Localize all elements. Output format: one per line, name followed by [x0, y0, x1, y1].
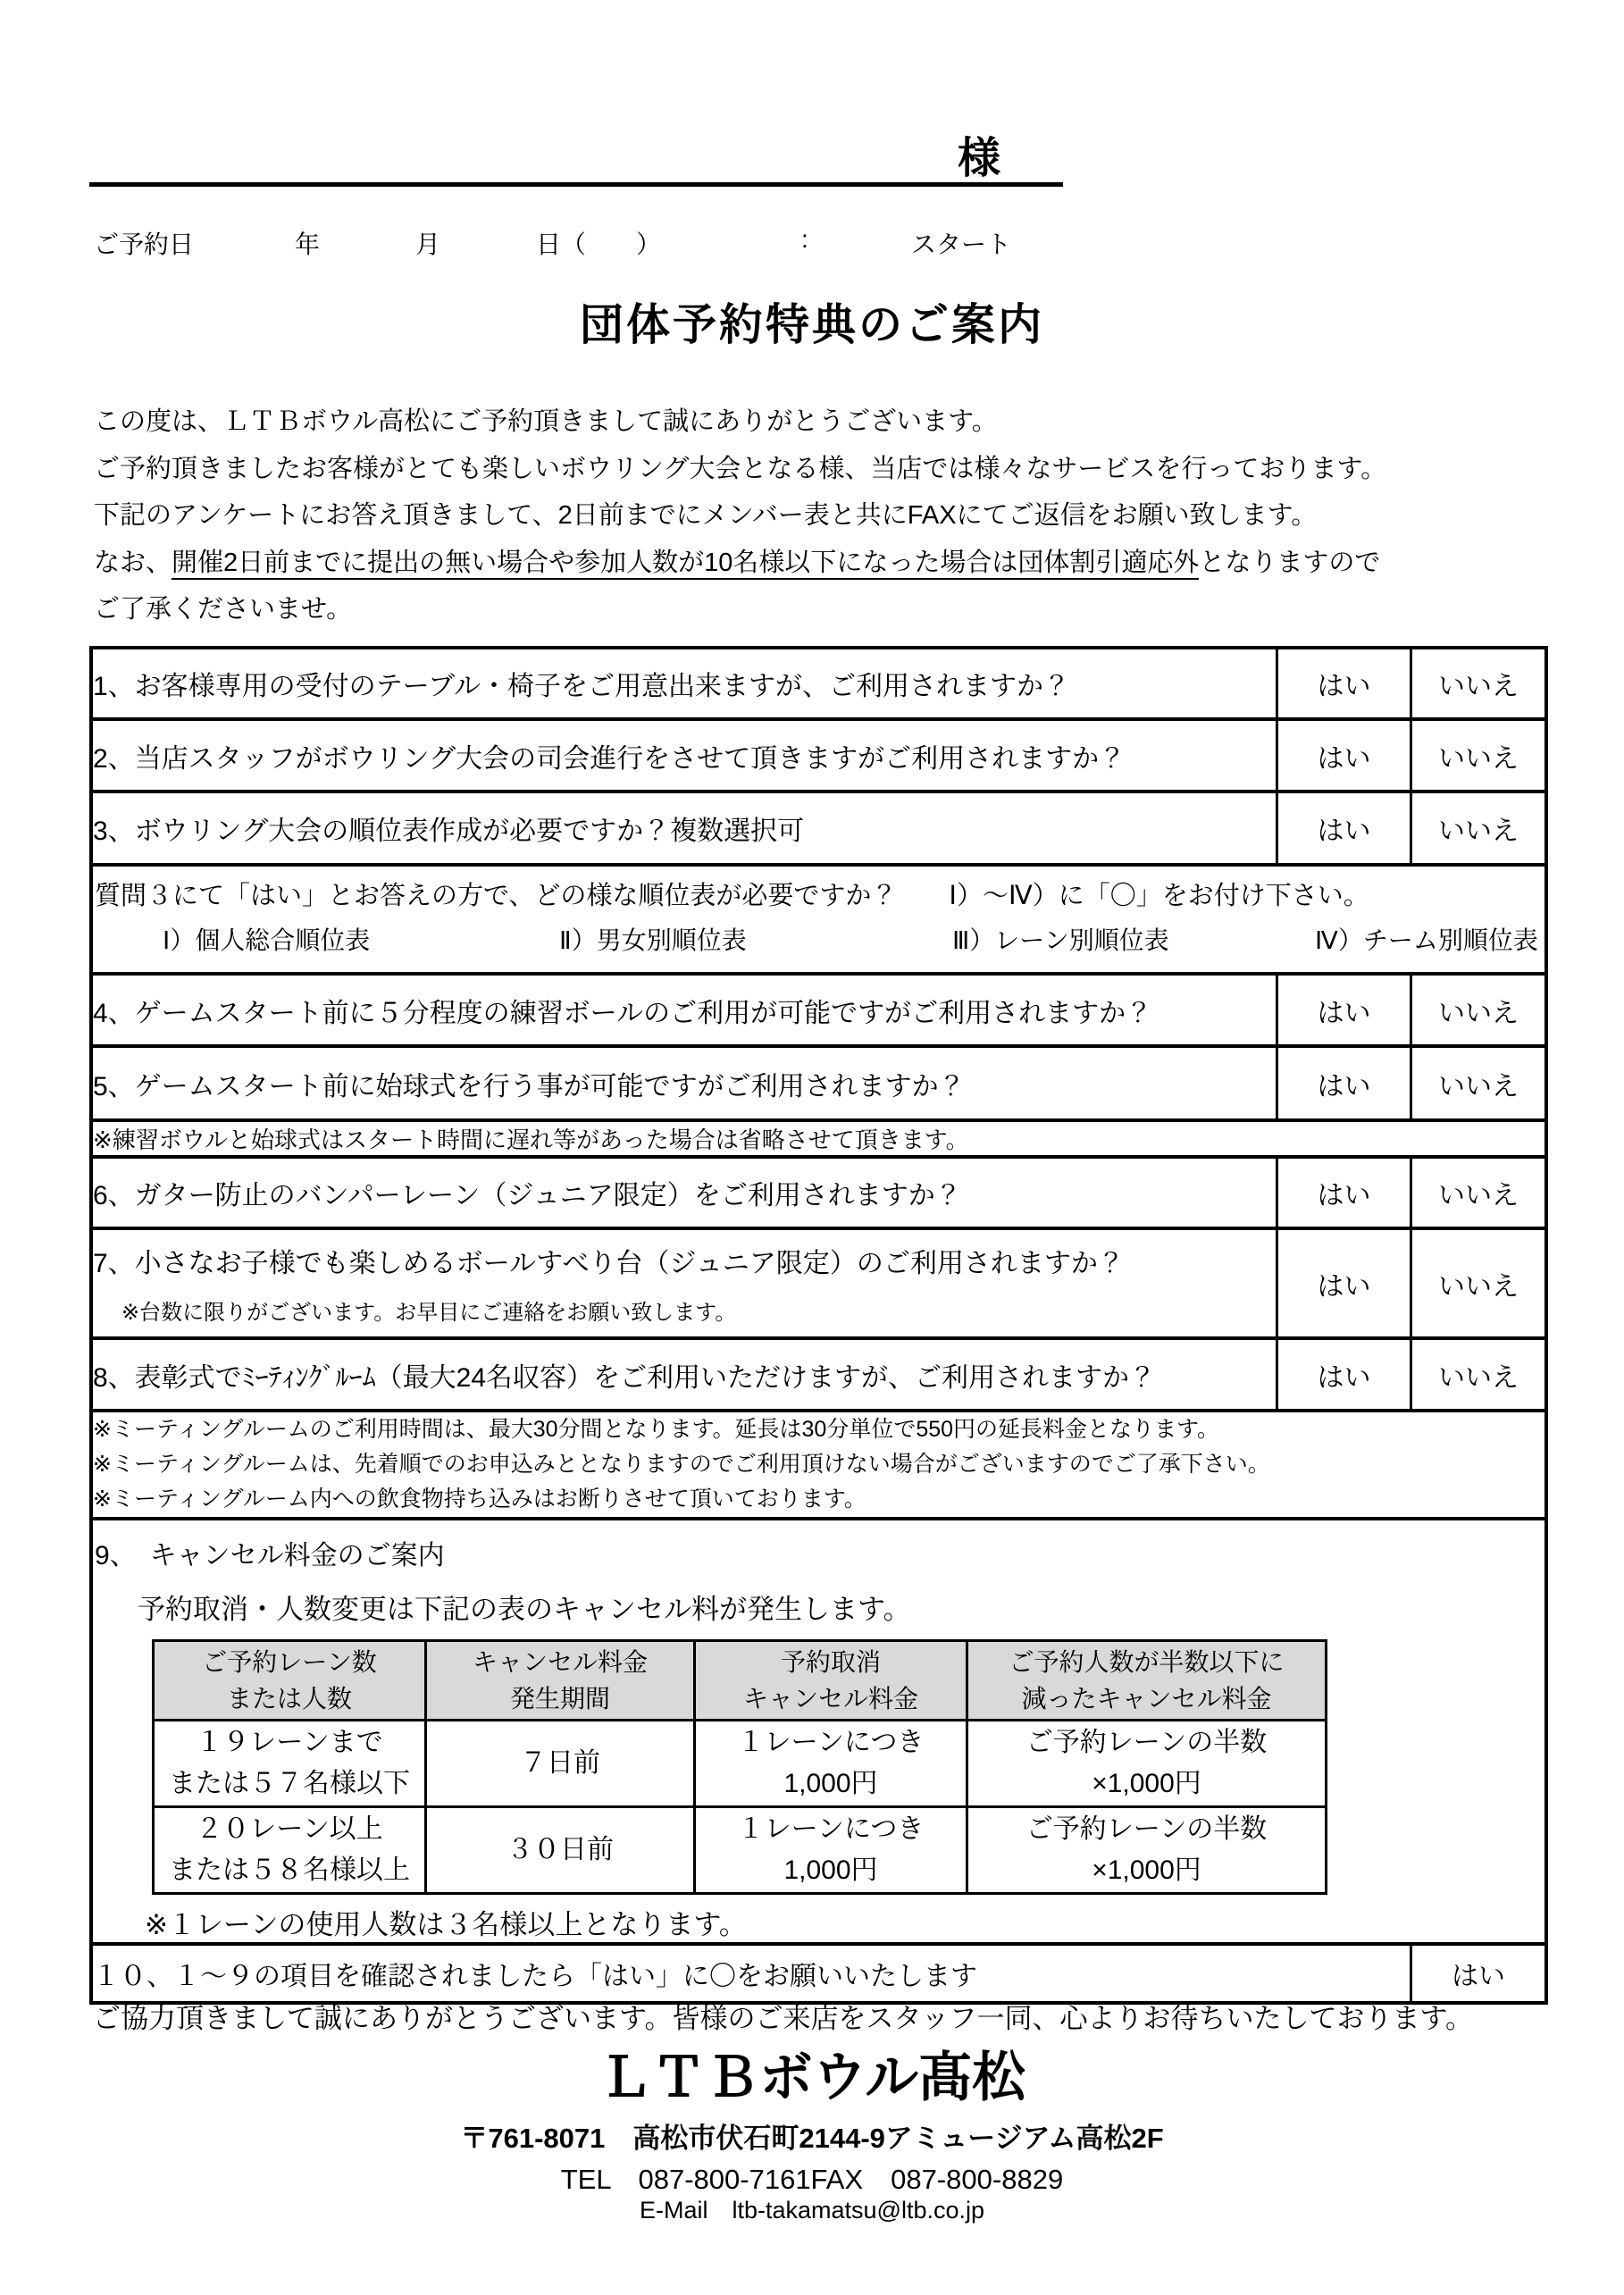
question-row-4	[93, 976, 1544, 1048]
question-row-8	[93, 1340, 1544, 1412]
addressee-suffix-label: 様	[957, 135, 1000, 182]
question-7-note: ※台数に限りがございます。お早目にご連絡をお願い致します。	[121, 1301, 737, 1325]
meeting-room-note-3: ※ミーティングルーム内への飲食物持ち込みはお断りさせて頂いております。	[93, 1487, 866, 1512]
reservation-date-field[interactable]	[0, 225, 1624, 258]
addressee-name-field[interactable]	[89, 105, 1063, 187]
question-row-5	[93, 1048, 1544, 1122]
q10-yes-cell[interactable]: はい	[1452, 1962, 1505, 1991]
question-row-7	[93, 1230, 1544, 1340]
cancel-r1-lanes: １９レーンまで または５７名様以下	[155, 1721, 427, 1808]
question-3-followup-row	[93, 867, 1544, 976]
company-tel-fax: TEL 087-800-7161FAX 087-800-8829	[560, 2164, 1064, 2195]
cancel-r2-fee: １レーンにつき 1,000円	[696, 1808, 968, 1892]
intro-line-4	[94, 540, 1568, 587]
day-label: 日（ ）	[536, 230, 662, 258]
question-row-10	[93, 1946, 1544, 2001]
page-title: 団体予約特典のご案内	[579, 301, 1044, 349]
cancel-r1-period: ７日前	[427, 1721, 696, 1808]
q8-no-cell[interactable]: いいえ	[1412, 1340, 1544, 1412]
q1-yes-cell[interactable]: はい	[1278, 649, 1412, 721]
intro-line-4-suffix: となりますので	[1199, 548, 1381, 577]
question-row-6	[93, 1159, 1544, 1230]
q7-no-cell[interactable]: いいえ	[1412, 1230, 1544, 1340]
cancel-header-period: キャンセル料金 発生期間	[427, 1642, 696, 1721]
closing-message: ご協力頂きまして誠にありがとうございます。皆様のご来店をスタッフ一同、心よりお待ちいたしております。	[93, 2003, 1474, 2034]
question-row-3	[93, 793, 1544, 867]
question-row-2	[93, 721, 1544, 793]
q1-no-cell[interactable]: いいえ	[1412, 649, 1544, 721]
company-email: E-Mail ltb-takamatsu@ltb.co.jp	[639, 2197, 985, 2224]
question-1-text: 1、お客様専用の受付のテーブル・椅子をご用意出来ますが、ご利用されますか？	[93, 649, 1278, 721]
ranking-option-2[interactable]: Ⅱ）男女別順位表	[559, 926, 747, 954]
question-10-text: １０、１～９の項目を確認されましたら「はい」に〇をお願いいたします	[93, 1946, 1412, 2001]
question-4-text: 4、ゲームスタート前に５分程度の練習ボールのご利用が可能ですがご利用されますか？	[93, 976, 1278, 1048]
intro-line-3: 下記のアンケートにお答え頂きまして、2日前までにメンバー表と共にFAXにてご返信をお願い致します。	[94, 501, 1318, 530]
question-row-1	[93, 649, 1544, 721]
cancel-table-header-row	[155, 1642, 1325, 1721]
intro-line-5: ご了承くださいませ。	[94, 595, 353, 624]
q2-yes-cell[interactable]: はい	[1278, 721, 1412, 793]
reservation-date-label: ご予約日	[94, 230, 195, 258]
lane-usage-note: ※１レーンの使用人数は３名様以上となります。	[145, 1909, 747, 1940]
cancel-r1-fee: １レーンにつき 1,000円	[696, 1721, 968, 1808]
meeting-room-notes-row	[93, 1412, 1544, 1520]
practice-note-row	[93, 1122, 1544, 1159]
practice-note-text: ※練習ボウルと始球式はスタート時間に遅れ等があった場合は省略させて頂きます。	[93, 1122, 1544, 1159]
cancel-header-fee: 予約取消 キャンセル料金	[696, 1642, 968, 1721]
meeting-room-note-2: ※ミーティングルームは、先着順でのお申込みととなりますのでご利用頂けない場合がございますのでご了承下さい。	[93, 1452, 1270, 1477]
intro-line-2: ご予約頂きましたお客様がとても楽しいボウリング大会となる様、当店では様々なサービスを行っております。	[94, 454, 1387, 483]
q3-followup-options	[93, 912, 1544, 967]
q6-yes-cell[interactable]: はい	[1278, 1159, 1412, 1230]
q2-no-cell[interactable]: いいえ	[1412, 721, 1544, 793]
q8-yes-cell[interactable]: はい	[1278, 1340, 1412, 1412]
company-address: 〒761-8071 高松市伏石町2144-9アミュージアム高松2F	[460, 2123, 1164, 2154]
start-label: スタート	[911, 230, 1012, 258]
question-5-text: 5、ゲームスタート前に始球式を行う事が可能ですがご利用されますか？	[93, 1048, 1278, 1122]
q6-no-cell[interactable]: いいえ	[1412, 1159, 1544, 1230]
company-name: ＬＴＢボウル髙松	[598, 2048, 1026, 2107]
q3-followup-text: 質問３にて「はい」とお答えの方で、どの様な順位表が必要ですか？ Ⅰ）～Ⅳ）に「〇」をお付け下さい。	[95, 882, 1369, 910]
question-3-text: 3、ボウリング大会の順位表作成が必要ですか？複数選択可	[93, 793, 1278, 867]
ranking-option-1[interactable]: Ⅰ）個人総合順位表	[163, 926, 371, 954]
question-row-9	[93, 1520, 1544, 1946]
q3-no-cell[interactable]: いいえ	[1412, 793, 1544, 867]
intro-line-4-underlined: 開催2日前までに提出の無い場合や参加人数が10名様以下になった場合は団体割引適応外	[172, 549, 1199, 580]
question-9-subtitle: 予約取消・人数変更は下記の表のキャンセル料が発生します。	[138, 1594, 911, 1625]
cancel-r2-half-fee: ご予約レーンの半数 ×1,000円	[1025, 1814, 1268, 1885]
question-2-text: 2、当店スタッフがボウリング大会の司会進行をさせて頂きますがご利用されますか？	[93, 721, 1278, 793]
q5-yes-cell[interactable]: はい	[1278, 1048, 1412, 1122]
cancel-table-row-1	[155, 1721, 1325, 1808]
cancel-r2-period: ３０日前	[427, 1808, 696, 1892]
cancel-header-half-fee: ご予約人数が半数以下に 減ったキャンセル料金	[968, 1642, 1325, 1721]
q5-no-cell[interactable]: いいえ	[1412, 1048, 1544, 1122]
cancel-r1-half-fee: ご予約レーンの半数 ×1,000円	[968, 1721, 1325, 1808]
question-9-title: 9、 キャンセル料金のご案内	[95, 1541, 445, 1570]
ranking-option-3[interactable]: Ⅲ）レーン別順位表	[952, 926, 1169, 954]
month-label: 月	[415, 230, 441, 258]
intro-paragraph	[94, 398, 1568, 633]
meeting-room-note-1: ※ミーティングルームのご利用時間は、最大30分間となります。延長は30分単位で550円の延長料金となります。	[93, 1417, 1220, 1442]
year-label: 年	[295, 230, 321, 258]
q7-yes-cell[interactable]: はい	[1278, 1230, 1412, 1340]
q4-yes-cell[interactable]: はい	[1278, 976, 1412, 1048]
intro-line-1: この度は、ＬＴＢボウル高松にご予約頂きまして誠にありがとうございます。	[94, 407, 998, 436]
time-colon-label: :	[801, 225, 808, 253]
question-7-text: 7、小さなお子様でも楽しめるボールすべり台（ジュニア限定）のご利用されますか？	[93, 1249, 1125, 1278]
cancel-table-row-2	[155, 1808, 1325, 1892]
cancel-r2-lanes: ２０レーン以上 または５８名様以上	[155, 1808, 427, 1892]
intro-line-4-prefix: なお、	[94, 548, 172, 577]
q3-yes-cell[interactable]: はい	[1278, 793, 1412, 867]
cancel-header-lanes: ご予約レーン数 または人数	[155, 1642, 427, 1721]
ranking-option-4[interactable]: Ⅳ）チーム別順位表	[1315, 926, 1538, 954]
cancel-fee-table	[152, 1639, 1327, 1895]
q4-no-cell[interactable]: いいえ	[1412, 976, 1544, 1048]
survey-table	[89, 646, 1548, 2005]
question-6-text: 6、ガター防止のバンパーレーン（ジュニア限定）をご利用されますか？	[93, 1159, 1278, 1230]
question-8-text: 8、表彰式でﾐｰﾃｨﾝｸﾞﾙｰﾑ（最大24名収容）をご利用いただけますが、ご利用されますか？	[93, 1340, 1278, 1412]
